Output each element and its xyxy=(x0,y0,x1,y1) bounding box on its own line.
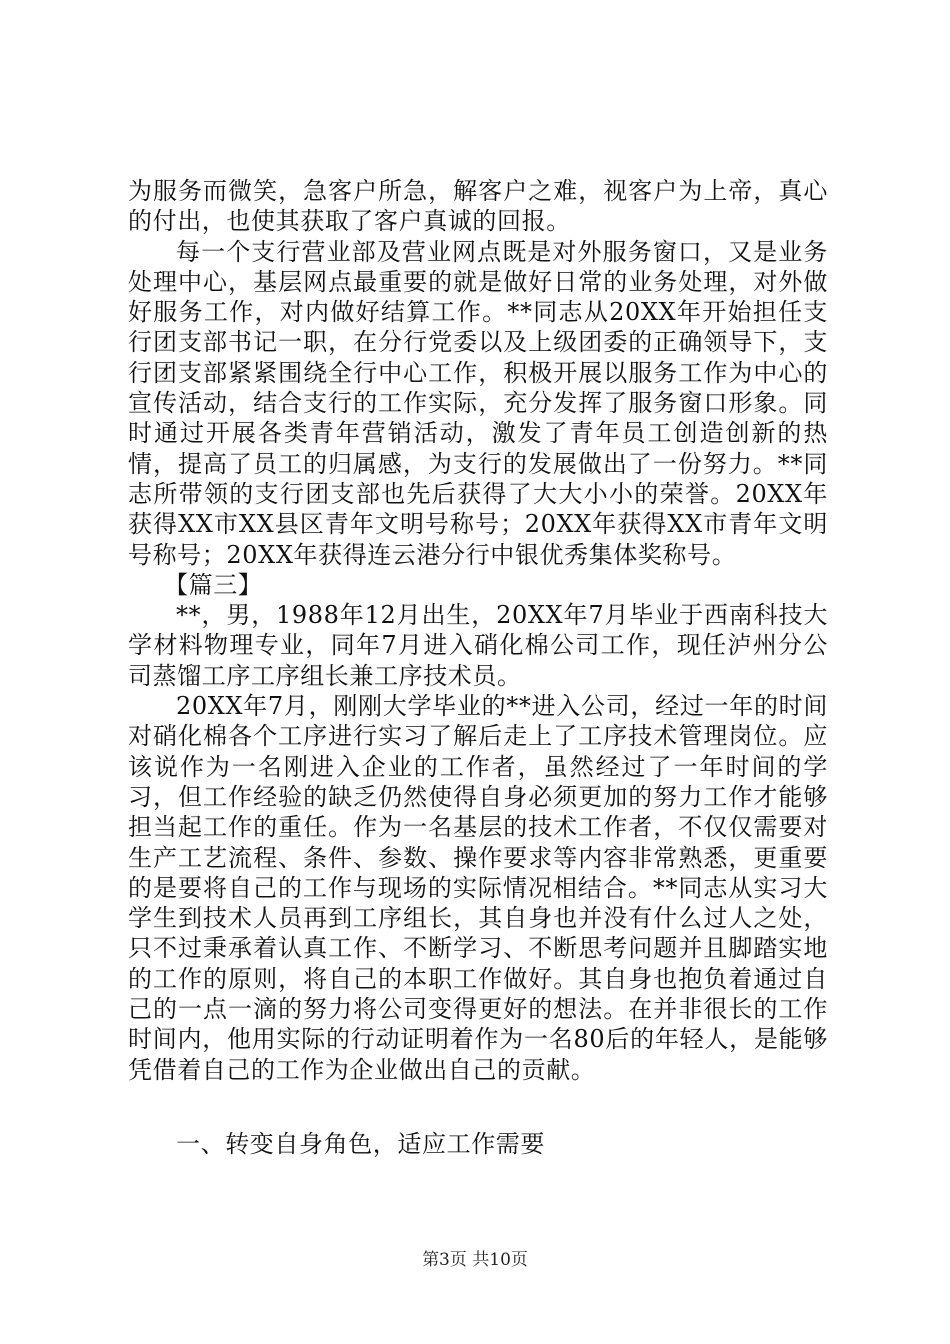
part-three-heading: 【篇三】 xyxy=(164,570,263,599)
paragraph-work-experience: 20XX年7月，刚刚大学毕业的**进入公司，经过一年的时间对硝化棉各个工序进行实习了解后走上了工序技术管理岗位。应该说作为一名刚进入企业的工作者，虽然经过了一年时间的学习，但工作经验的缺乏仍然使得自身必须更加的努力工作才能够担当起工作的重任。作为一名基层的技术工作者，不仅仅需要对生产工艺流程、条件、参数、操作要求等内容非常熟悉，更重要的是要将自己的工作与现场的实际情况相结合。**同志从实习大学生到技术人员再到工序组长，其自身也并没有什么过人之处，只不过秉承着认真工作、不断学习、不断思考问题并且脚踏实地的工作的原则，将自己的本职工作做好。其自身也抱负着通过自己的一点一滴的努力将公司变得更好的想法。在并非很长的工作时间内，他用实际的行动证明着作为一名80后的年轻人，是能够凭借着自己的工作为企业做出自己的贡献。 xyxy=(128,692,828,1084)
page-number-footer: 第3页 共10页 xyxy=(422,1250,528,1270)
paragraph-service-smile: 为服务而微笑，急客户所急，解客户之难，视客户为上帝，真心的付出，也使其获取了客户真诚的回报。 xyxy=(128,177,828,236)
paragraph-branch-youth-league: 每一个支行营业部及营业网点既是对外服务窗口，又是业务处理中心，基层网点最重要的就是做好日常的业务处理，对外做好服务工作，对内做好结算工作。**同志从20XX年开始担任支行团支部书记一职，在分行党委以及上级团委的正确领导下，支行团支部紧紧围绕全行中心工作，积极开展以服务工作为中心的宣传活动，结合支行的工作实际，充分发挥了服务窗口形象。同时通过开展各类青年营销活动，激发了青年员工创造创新的热情，提高了员工的归属感，为支行的发展做出了一份努力。**同志所带领的支行团支部也先后获得了大大小小的荣誉。20XX年获得XX市XX县区青年文明号称号；20XX年获得XX市青年文明号称号；20XX年获得连云港分行中银优秀集体奖称号。 xyxy=(128,237,828,569)
section-heading: 一、转变自身角色，适应工作需要 xyxy=(176,1130,545,1158)
document-body xyxy=(128,176,828,1085)
paragraph-personal-profile: **，男，1988年12月出生，20XX年7月毕业于西南科技大学材料物理专业，同年7月进入硝化棉公司工作，现任泸州分公司蒸馏工序工序组长兼工序技术员。 xyxy=(128,601,828,690)
